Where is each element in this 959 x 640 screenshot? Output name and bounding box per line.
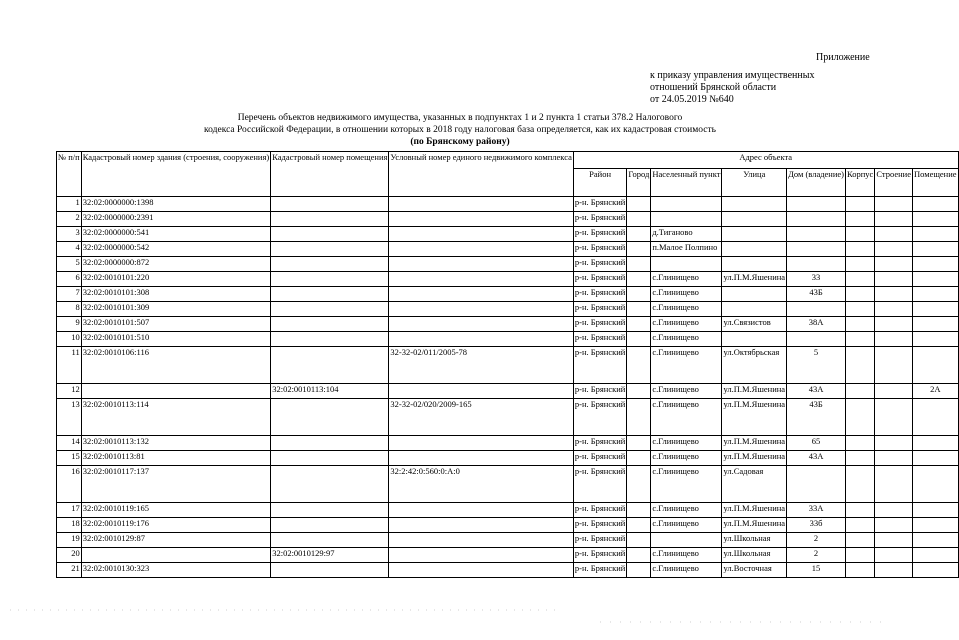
district-cell: р-н. Брянский — [573, 436, 626, 451]
street-cell — [722, 197, 787, 212]
row-number-cell: 18 — [57, 518, 82, 533]
house-number-cell — [787, 242, 846, 257]
settlement-cell: с.Глинищево — [651, 503, 722, 518]
complex-number-cell — [389, 384, 573, 399]
room-cadastral-number-cell — [271, 257, 389, 272]
table-row — [57, 212, 959, 227]
district-cell: р-н. Брянский — [573, 533, 626, 548]
korpus-cell — [846, 212, 875, 227]
header-korpus: Корпус — [846, 169, 875, 197]
building-cadastral-number-cell: 32:02:0010113:132 — [81, 436, 271, 451]
district-cell: р-н. Брянский — [573, 287, 626, 302]
house-number-cell — [787, 197, 846, 212]
header-settlement: Населенный пункт — [651, 169, 722, 197]
table-row — [57, 548, 959, 563]
stroenie-cell — [875, 548, 913, 563]
room-cadastral-number-cell — [271, 533, 389, 548]
settlement-cell: с.Глинищево — [651, 317, 722, 332]
document-title — [180, 112, 740, 148]
settlement-cell: с.Глинищево — [651, 518, 722, 533]
header-address: Адрес объекта — [573, 152, 958, 169]
row-number-cell: 12 — [57, 384, 82, 399]
room-cadastral-number-cell — [271, 436, 389, 451]
settlement-cell: п.Малое Полпино — [651, 242, 722, 257]
table-row — [57, 466, 959, 503]
street-cell: ул.П.М.Яшенина — [722, 384, 787, 399]
street-cell: ул.П.М.Яшенина — [722, 518, 787, 533]
room-cadastral-number-cell — [271, 272, 389, 287]
title-line-1: Перечень объектов недвижимого имущества, указанных в подпунктах 1 и 2 пункта 1 статьи 378.2 Налогового — [237, 113, 683, 123]
stroenie-cell — [875, 533, 913, 548]
building-cadastral-number-cell — [81, 384, 271, 399]
street-cell — [722, 242, 787, 257]
pomeshchenie-cell — [912, 563, 958, 578]
district-cell: р-н. Брянский — [573, 317, 626, 332]
scan-noise — [0, 600, 905, 630]
table-row — [57, 197, 959, 212]
district-cell: р-н. Брянский — [573, 302, 626, 317]
building-cadastral-number-cell: 32:02:0010119:176 — [81, 518, 271, 533]
table-row — [57, 451, 959, 466]
complex-number-cell — [389, 287, 573, 302]
street-cell — [722, 332, 787, 347]
korpus-cell — [846, 257, 875, 272]
settlement-cell: с.Глинищево — [651, 272, 722, 287]
city-cell — [627, 272, 651, 287]
building-cadastral-number-cell: 32:02:0000000:1398 — [81, 197, 271, 212]
city-cell — [627, 466, 651, 503]
korpus-cell — [846, 347, 875, 384]
row-number-cell: 16 — [57, 466, 82, 503]
street-cell — [722, 227, 787, 242]
building-cadastral-number-cell: 32:02:0000000:2391 — [81, 212, 271, 227]
stroenie-cell — [875, 384, 913, 399]
building-cadastral-number-cell: 32:02:0010101:309 — [81, 302, 271, 317]
street-cell: ул.П.М.Яшенина — [722, 436, 787, 451]
settlement-cell: с.Глинищево — [651, 548, 722, 563]
pomeshchenie-cell — [912, 287, 958, 302]
settlement-cell: с.Глинищево — [651, 563, 722, 578]
row-number-cell: 9 — [57, 317, 82, 332]
row-number-cell: 11 — [57, 347, 82, 384]
house-number-cell — [787, 302, 846, 317]
district-cell: р-н. Брянский — [573, 503, 626, 518]
city-cell — [627, 227, 651, 242]
pomeshchenie-cell — [912, 257, 958, 272]
stroenie-cell — [875, 227, 913, 242]
header-city: Город — [627, 169, 651, 197]
building-cadastral-number-cell — [81, 548, 271, 563]
korpus-cell — [846, 287, 875, 302]
table-body — [57, 197, 959, 578]
stroenie-cell — [875, 197, 913, 212]
settlement-cell: с.Глинищево — [651, 302, 722, 317]
room-cadastral-number-cell — [271, 563, 389, 578]
complex-number-cell — [389, 503, 573, 518]
building-cadastral-number-cell: 32:02:0010113:114 — [81, 399, 271, 436]
district-cell: р-н. Брянский — [573, 212, 626, 227]
table-row — [57, 257, 959, 272]
house-number-cell: 33А — [787, 503, 846, 518]
stroenie-cell — [875, 317, 913, 332]
city-cell — [627, 302, 651, 317]
house-number-cell: 2 — [787, 533, 846, 548]
pomeshchenie-cell — [912, 436, 958, 451]
stroenie-cell — [875, 399, 913, 436]
header-house: Дом (владение) — [787, 169, 846, 197]
city-cell — [627, 436, 651, 451]
stroenie-cell — [875, 436, 913, 451]
order-line-2: отношений Брянской области — [650, 82, 777, 93]
header-street: Улица — [722, 169, 787, 197]
table-row — [57, 347, 959, 384]
house-number-cell: 33б — [787, 518, 846, 533]
district-cell: р-н. Брянский — [573, 227, 626, 242]
stroenie-cell — [875, 347, 913, 384]
header-complex: Условный номер единого недвижимого комплекса — [389, 152, 573, 197]
complex-number-cell — [389, 242, 573, 257]
table-row — [57, 287, 959, 302]
settlement-cell: с.Глинищево — [651, 399, 722, 436]
city-cell — [627, 548, 651, 563]
building-cadastral-number-cell: 32:02:0010106:116 — [81, 347, 271, 384]
district-cell: р-н. Брянский — [573, 384, 626, 399]
district-cell: р-н. Брянский — [573, 399, 626, 436]
city-cell — [627, 332, 651, 347]
building-cadastral-number-cell: 32:02:0010101:220 — [81, 272, 271, 287]
pomeshchenie-cell — [912, 503, 958, 518]
korpus-cell — [846, 332, 875, 347]
title-line-2: кодекса Российской Федерации, в отношении которых в 2018 году налоговая база определяется, как их кадастровая стоимость — [204, 125, 716, 135]
pomeshchenie-cell — [912, 272, 958, 287]
house-number-cell: 2 — [787, 548, 846, 563]
korpus-cell — [846, 466, 875, 503]
room-cadastral-number-cell — [271, 317, 389, 332]
street-cell: ул.Связистов — [722, 317, 787, 332]
table-row — [57, 399, 959, 436]
korpus-cell — [846, 451, 875, 466]
room-cadastral-number-cell — [271, 347, 389, 384]
building-cadastral-number-cell: 32:02:0010130:323 — [81, 563, 271, 578]
city-cell — [627, 317, 651, 332]
house-number-cell: 38А — [787, 317, 846, 332]
district-cell: р-н. Брянский — [573, 563, 626, 578]
city-cell — [627, 347, 651, 384]
complex-number-cell — [389, 227, 573, 242]
district-cell: р-н. Брянский — [573, 466, 626, 503]
pomeshchenie-cell — [912, 212, 958, 227]
korpus-cell — [846, 548, 875, 563]
korpus-cell — [846, 227, 875, 242]
district-cell: р-н. Брянский — [573, 272, 626, 287]
building-cadastral-number-cell: 32:02:0000000:542 — [81, 242, 271, 257]
city-cell — [627, 212, 651, 227]
korpus-cell — [846, 384, 875, 399]
settlement-cell — [651, 212, 722, 227]
city-cell — [627, 242, 651, 257]
settlement-cell: с.Глинищево — [651, 332, 722, 347]
room-cadastral-number-cell — [271, 451, 389, 466]
street-cell: ул.Садовая — [722, 466, 787, 503]
complex-number-cell: 32-32-02/011/2005-78 — [389, 347, 573, 384]
korpus-cell — [846, 518, 875, 533]
order-line-1: к приказу управления имущественных — [650, 70, 815, 81]
street-cell: ул.П.М.Яшенина — [722, 272, 787, 287]
room-cadastral-number-cell — [271, 518, 389, 533]
city-cell — [627, 503, 651, 518]
house-number-cell — [787, 212, 846, 227]
complex-number-cell — [389, 197, 573, 212]
settlement-cell — [651, 533, 722, 548]
row-number-cell: 1 — [57, 197, 82, 212]
row-number-cell: 14 — [57, 436, 82, 451]
building-cadastral-number-cell: 32:02:0010113:81 — [81, 451, 271, 466]
pomeshchenie-cell — [912, 227, 958, 242]
district-cell: р-н. Брянский — [573, 197, 626, 212]
building-cadastral-number-cell: 32:02:0010117:137 — [81, 466, 271, 503]
row-number-cell: 15 — [57, 451, 82, 466]
district-cell: р-н. Брянский — [573, 548, 626, 563]
appendix-label: Приложение — [816, 52, 870, 63]
complex-number-cell — [389, 272, 573, 287]
building-cadastral-number-cell: 32:02:0000000:541 — [81, 227, 271, 242]
pomeshchenie-cell — [912, 347, 958, 384]
room-cadastral-number-cell — [271, 399, 389, 436]
korpus-cell — [846, 302, 875, 317]
house-number-cell: 43А — [787, 451, 846, 466]
room-cadastral-number-cell: 32:02:0010129:97 — [271, 548, 389, 563]
table-row — [57, 272, 959, 287]
row-number-cell: 4 — [57, 242, 82, 257]
district-cell: р-н. Брянский — [573, 347, 626, 384]
street-cell — [722, 287, 787, 302]
korpus-cell — [846, 197, 875, 212]
settlement-cell: с.Глинищево — [651, 347, 722, 384]
korpus-cell — [846, 503, 875, 518]
table-row — [57, 227, 959, 242]
property-table — [56, 151, 959, 578]
pomeshchenie-cell — [912, 533, 958, 548]
stroenie-cell — [875, 563, 913, 578]
pomeshchenie-cell — [912, 197, 958, 212]
header-building: Кадастровый номер здания (строения, сооружения) — [81, 152, 271, 197]
settlement-cell — [651, 257, 722, 272]
house-number-cell: 5 — [787, 347, 846, 384]
city-cell — [627, 197, 651, 212]
house-number-cell: 15 — [787, 563, 846, 578]
stroenie-cell — [875, 257, 913, 272]
pomeshchenie-cell — [912, 332, 958, 347]
street-cell — [722, 257, 787, 272]
pomeshchenie-cell — [912, 317, 958, 332]
complex-number-cell — [389, 518, 573, 533]
house-number-cell: 33 — [787, 272, 846, 287]
table-row — [57, 317, 959, 332]
room-cadastral-number-cell — [271, 332, 389, 347]
room-cadastral-number-cell — [271, 197, 389, 212]
complex-number-cell: 32-32-02/020/2009-165 — [389, 399, 573, 436]
settlement-cell: с.Глинищево — [651, 451, 722, 466]
table-row — [57, 533, 959, 548]
city-cell — [627, 384, 651, 399]
complex-number-cell — [389, 212, 573, 227]
pomeshchenie-cell — [912, 399, 958, 436]
building-cadastral-number-cell: 32:02:0010101:308 — [81, 287, 271, 302]
row-number-cell: 13 — [57, 399, 82, 436]
complex-number-cell — [389, 533, 573, 548]
table-row — [57, 332, 959, 347]
stroenie-cell — [875, 332, 913, 347]
city-cell — [627, 451, 651, 466]
building-cadastral-number-cell: 32:02:0000000:872 — [81, 257, 271, 272]
header-room: Кадастровый номер помещения — [271, 152, 389, 197]
header-num: № п/п — [57, 152, 82, 197]
complex-number-cell — [389, 317, 573, 332]
city-cell — [627, 563, 651, 578]
table-row — [57, 563, 959, 578]
house-number-cell: 43Б — [787, 399, 846, 436]
room-cadastral-number-cell — [271, 466, 389, 503]
house-number-cell — [787, 332, 846, 347]
table-row — [57, 503, 959, 518]
korpus-cell — [846, 436, 875, 451]
district-cell: р-н. Брянский — [573, 257, 626, 272]
street-cell: ул.Восточная — [722, 563, 787, 578]
complex-number-cell — [389, 302, 573, 317]
room-cadastral-number-cell — [271, 503, 389, 518]
street-cell — [722, 212, 787, 227]
house-number-cell: 43Б — [787, 287, 846, 302]
room-cadastral-number-cell — [271, 302, 389, 317]
row-number-cell: 19 — [57, 533, 82, 548]
row-number-cell: 20 — [57, 548, 82, 563]
room-cadastral-number-cell: 32:02:0010113:104 — [271, 384, 389, 399]
row-number-cell: 2 — [57, 212, 82, 227]
house-number-cell — [787, 466, 846, 503]
settlement-cell: с.Глинищево — [651, 287, 722, 302]
street-cell: ул.П.М.Яшенина — [722, 451, 787, 466]
street-cell — [722, 302, 787, 317]
korpus-cell — [846, 242, 875, 257]
row-number-cell: 3 — [57, 227, 82, 242]
row-number-cell: 6 — [57, 272, 82, 287]
pomeshchenie-cell: 2А — [912, 384, 958, 399]
district-cell: р-н. Брянский — [573, 451, 626, 466]
stroenie-cell — [875, 466, 913, 503]
header-stroenie: Строение — [875, 169, 913, 197]
street-cell: ул.Школьная — [722, 533, 787, 548]
stroenie-cell — [875, 272, 913, 287]
table-row — [57, 384, 959, 399]
pomeshchenie-cell — [912, 518, 958, 533]
korpus-cell — [846, 272, 875, 287]
room-cadastral-number-cell — [271, 242, 389, 257]
complex-number-cell — [389, 451, 573, 466]
order-reference — [650, 70, 814, 106]
city-cell — [627, 533, 651, 548]
building-cadastral-number-cell: 32:02:0010129:87 — [81, 533, 271, 548]
settlement-cell: д.Тиганово — [651, 227, 722, 242]
city-cell — [627, 518, 651, 533]
header-pomeshchenie: Помещение — [912, 169, 958, 197]
district-cell: р-н. Брянский — [573, 332, 626, 347]
city-cell — [627, 287, 651, 302]
street-cell: ул.Школьная — [722, 548, 787, 563]
settlement-cell: с.Глинищево — [651, 384, 722, 399]
city-cell — [627, 257, 651, 272]
korpus-cell — [846, 317, 875, 332]
building-cadastral-number-cell: 32:02:0010101:510 — [81, 332, 271, 347]
row-number-cell: 17 — [57, 503, 82, 518]
table-row — [57, 436, 959, 451]
room-cadastral-number-cell — [271, 287, 389, 302]
pomeshchenie-cell — [912, 466, 958, 503]
building-cadastral-number-cell: 32:02:0010119:165 — [81, 503, 271, 518]
stroenie-cell — [875, 212, 913, 227]
house-number-cell: 65 — [787, 436, 846, 451]
street-cell: ул.Октябрьская — [722, 347, 787, 384]
korpus-cell — [846, 533, 875, 548]
complex-number-cell — [389, 436, 573, 451]
stroenie-cell — [875, 302, 913, 317]
settlement-cell: с.Глинищево — [651, 436, 722, 451]
stroenie-cell — [875, 287, 913, 302]
complex-number-cell — [389, 332, 573, 347]
street-cell: ул.П.М.Яшенина — [722, 503, 787, 518]
district-cell: р-н. Брянский — [573, 242, 626, 257]
table-row — [57, 302, 959, 317]
title-district: (по Брянскому району) — [410, 137, 510, 147]
building-cadastral-number-cell: 32:02:0010101:507 — [81, 317, 271, 332]
korpus-cell — [846, 399, 875, 436]
district-cell: р-н. Брянский — [573, 518, 626, 533]
house-number-cell — [787, 227, 846, 242]
city-cell — [627, 399, 651, 436]
room-cadastral-number-cell — [271, 227, 389, 242]
stroenie-cell — [875, 242, 913, 257]
pomeshchenie-cell — [912, 242, 958, 257]
order-date: от 24.05.2019 №640 — [650, 94, 734, 105]
table-row — [57, 518, 959, 533]
house-number-cell — [787, 257, 846, 272]
korpus-cell — [846, 563, 875, 578]
header-district: Район — [573, 169, 626, 197]
complex-number-cell — [389, 257, 573, 272]
pomeshchenie-cell — [912, 548, 958, 563]
complex-number-cell: 32:2:42:0:560:0:А:0 — [389, 466, 573, 503]
row-number-cell: 7 — [57, 287, 82, 302]
room-cadastral-number-cell — [271, 212, 389, 227]
complex-number-cell — [389, 548, 573, 563]
pomeshchenie-cell — [912, 302, 958, 317]
street-cell: ул.П.М.Яшенина — [722, 399, 787, 436]
row-number-cell: 10 — [57, 332, 82, 347]
row-number-cell: 5 — [57, 257, 82, 272]
settlement-cell — [651, 197, 722, 212]
row-number-cell: 21 — [57, 563, 82, 578]
pomeshchenie-cell — [912, 451, 958, 466]
house-number-cell: 43А — [787, 384, 846, 399]
row-number-cell: 8 — [57, 302, 82, 317]
stroenie-cell — [875, 503, 913, 518]
stroenie-cell — [875, 518, 913, 533]
table-row — [57, 242, 959, 257]
settlement-cell: с.Глинищево — [651, 466, 722, 503]
stroenie-cell — [875, 451, 913, 466]
complex-number-cell — [389, 563, 573, 578]
